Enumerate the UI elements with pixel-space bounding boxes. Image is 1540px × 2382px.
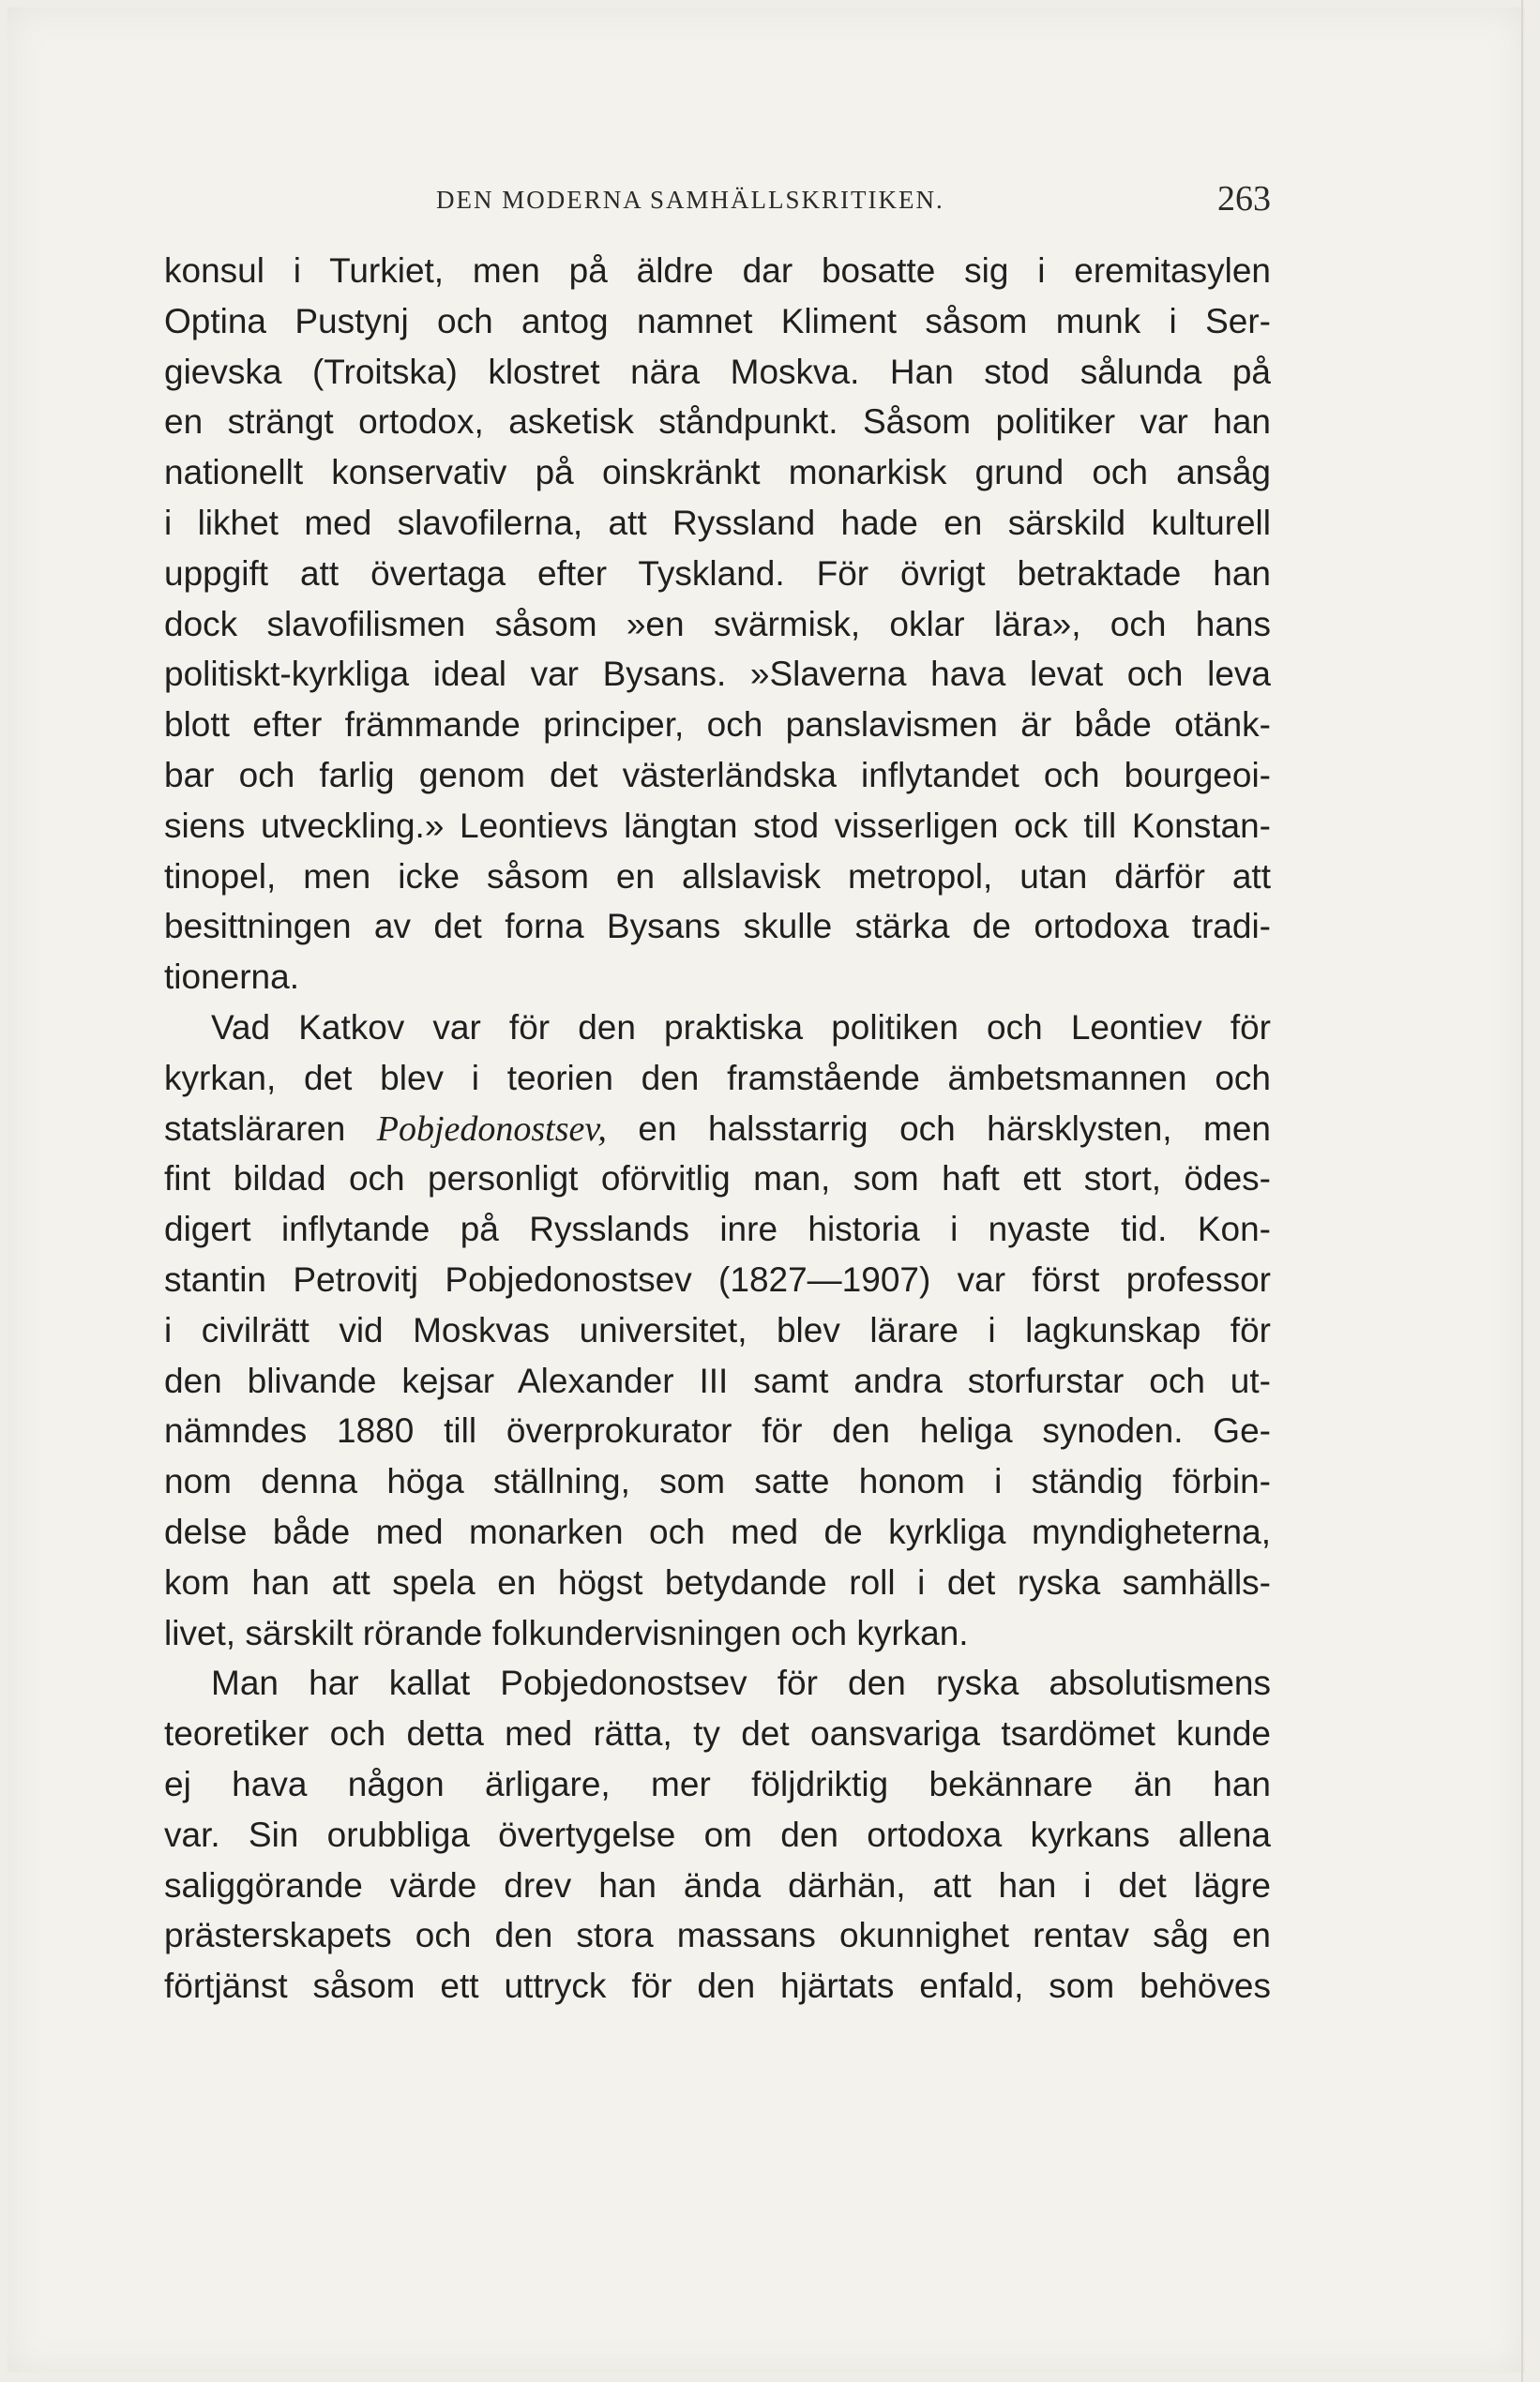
text-line: dock slavofilismen såsom »en svärmisk, oklar lära», och hans [164, 604, 1271, 643]
text-line: i likhet med slavofilerna, att Ryssland hade en särskild kulturell [164, 503, 1271, 542]
body-text [164, 246, 1271, 2012]
text-line: delse både med monarken och med de kyrkliga myndigheterna, [164, 1512, 1271, 1551]
text-line: en strängt ortodox, asketisk ståndpunkt. Såsom politiker var han [164, 402, 1271, 442]
text-line: besittningen av det forna Bysans skulle stärka de ortodoxa tradi- [164, 907, 1271, 946]
text-line: kom han att spela en högst betydande roll i det ryska samhälls- [164, 1562, 1271, 1602]
text-line: blott efter främmande principer, och panslavismen är både otänk- [164, 705, 1271, 745]
text-line: livet, särskilt rörande folkundervisningen och kyrkan. [164, 1613, 969, 1652]
text-line: kyrkan, det blev i teorien den framstående ämbetsmannen och [164, 1058, 1271, 1097]
text-segment: en halsstarrig och härsklysten, men [606, 1108, 1271, 1148]
text-line: politiskt-kyrkliga ideal var Bysans. »Slaverna hava levat och leva [164, 655, 1271, 694]
text-line: Man har kallat Pobjedonostsev för den ryska absolutismens [211, 1664, 1271, 1703]
page-header [164, 178, 1271, 234]
text-line: nom denna höga ställning, som satte honom i ständig förbin- [164, 1462, 1271, 1501]
text-line: den blivande kejsar Alexander III samt andra storfurstar och ut- [164, 1361, 1271, 1400]
text-line: i civilrätt vid Moskvas universitet, blev lärare i lagkunskap för [164, 1310, 1271, 1349]
emphasized-name: Pobjedonostsev, [376, 1108, 607, 1149]
text-line: Vad Katkov var för den praktiska politiken och Leontiev för [211, 1007, 1271, 1047]
text-line: konsul i Turkiet, men på äldre dar bosatte sig i eremitasylen [164, 251, 1271, 290]
running-head: DEN MODERNA SAMHÄLLSKRITIKEN. [436, 186, 944, 214]
text-line: ej hava någon ärligare, mer följdriktig bekännare än han [164, 1764, 1271, 1803]
text-line: siens utveckling.» Leontievs längtan stod visserligen ock till Konstan- [164, 806, 1271, 845]
text-line: prästerskapets och den stora massans okunnighet rentav såg en [164, 1916, 1271, 1955]
text-line: bar och farlig genom det västerländska inflytandet och bourgeoi- [164, 755, 1271, 794]
text-line: var. Sin orubbliga övertygelse om den ortodoxa kyrkans allena [164, 1815, 1271, 1854]
text-line: stantin Petrovitj Pobjedonostsev (1827—1907) var först professor [164, 1259, 1271, 1299]
text-line: uppgift att övertaga efter Tyskland. För övrigt betraktade han [164, 553, 1271, 593]
text-line: digert inflytande på Rysslands inre historia i nyaste tid. Kon- [164, 1210, 1271, 1249]
text-line: tionerna. [164, 957, 299, 997]
text-line: saliggörande värde drev han ända därhän, att han i det lägre [164, 1865, 1271, 1905]
text-line: förtjänst såsom ett uttryck för den hjärtats enfald, som behöves [164, 1967, 1271, 2006]
scan-edge-line [1521, 0, 1523, 2382]
text-line: gievska (Troitska) klostret nära Moskva. Han stod sålunda på [164, 352, 1271, 391]
text-line: tinopel, men icke såsom en allslavisk metropol, utan därför att [164, 856, 1271, 896]
text-line: fint bildad och personligt oförvitlig man, som haft ett stort, ödes- [164, 1159, 1271, 1199]
text-segment: statsläraren [164, 1108, 377, 1148]
text-line: Optina Pustynj och antog namnet Kliment såsom munk i Ser- [164, 301, 1271, 340]
text-line: teoretiker och detta med rätta, ty det oansvariga tsardömet kunde [164, 1714, 1271, 1754]
text-line: nationellt konservativ på oinskränkt monarkisk grund och ansåg [164, 453, 1271, 492]
page-number: 263 [1217, 179, 1271, 219]
text-line: nämndes 1880 till överprokurator för den heliga synoden. Ge- [164, 1411, 1271, 1451]
text-line-with-emphasis [164, 1104, 1271, 1154]
